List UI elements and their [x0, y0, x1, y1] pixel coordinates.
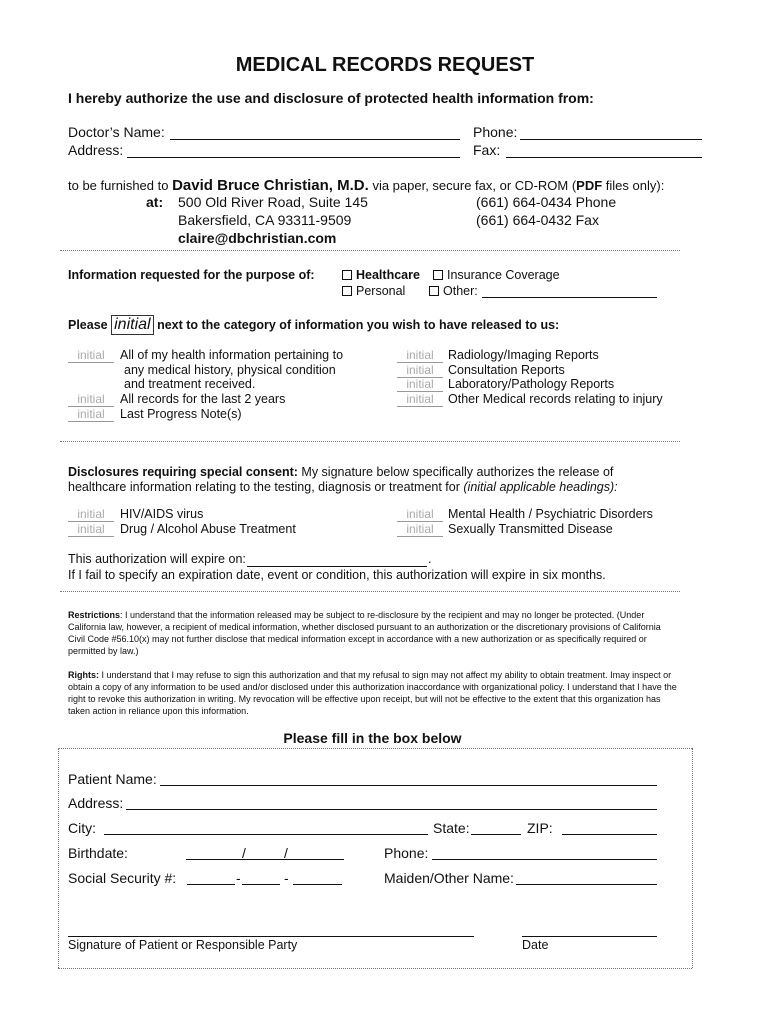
signature-field[interactable]: [68, 936, 474, 937]
special-mental-health: Mental Health / Psychiatric Disorders: [448, 507, 653, 521]
patient-phone-label: Phone:: [384, 845, 429, 861]
initial-instr-please: Please: [68, 318, 108, 332]
patient-zip-field[interactable]: [562, 834, 657, 835]
special-consent-label: Disclosures requiring special consent:: [68, 465, 298, 479]
initial-field-mental-health[interactable]: initial: [397, 507, 443, 522]
box-border-right: [692, 748, 693, 968]
birthdate-slash-2: /: [284, 845, 288, 861]
box-border-bottom: [58, 968, 692, 969]
patient-birthdate-field[interactable]: [186, 859, 344, 860]
patient-state-label: State:: [433, 820, 470, 836]
patient-state-field[interactable]: [471, 834, 521, 835]
initial-field-laboratory[interactable]: initial: [397, 377, 443, 392]
furnish-doctor: David Bruce Christian, M.D.: [172, 177, 369, 194]
furnish-fax: (661) 664-0432 Fax: [476, 212, 599, 228]
doctor-fax-label: Fax:: [473, 142, 501, 158]
furnish-pdf: PDF: [576, 178, 603, 193]
doctors-name-label: Doctor’s Name:: [68, 124, 165, 140]
expire-date-field[interactable]: [247, 566, 427, 567]
patient-address-label: Address:: [68, 795, 124, 811]
purpose-healthcare[interactable]: [342, 268, 420, 282]
purpose-other[interactable]: [429, 284, 478, 298]
box-border-top: [58, 748, 692, 749]
initial-field-all-info[interactable]: initial: [68, 348, 114, 363]
purpose-personal[interactable]: [342, 284, 405, 298]
expire-period: .: [428, 552, 432, 566]
category-consultation: Consultation Reports: [448, 363, 565, 377]
box-title: Please fill in the box below: [283, 730, 462, 746]
ssn-dash-1: -: [236, 870, 241, 886]
special-consent-text-2: healthcare information relating to the testing, diagnosis or treatment for: [68, 480, 460, 494]
category-all-info-2: any medical history, physical condition: [124, 363, 336, 377]
initial-field-hiv[interactable]: initial: [68, 507, 114, 522]
box-border-left: [58, 748, 59, 968]
category-radiology: Radiology/Imaging Reports: [448, 348, 599, 362]
ssn-part-1-field[interactable]: [187, 884, 235, 885]
initial-field-consultation[interactable]: initial: [397, 363, 443, 378]
patient-ssn-label: Social Security #:: [68, 870, 177, 886]
birthdate-slash-1: /: [242, 845, 246, 861]
furnish-phone: (661) 664-0434 Phone: [476, 194, 617, 210]
signature-label: Signature of Patient or Responsible Party: [68, 938, 298, 952]
divider: [60, 250, 680, 251]
initial-field-std[interactable]: initial: [397, 522, 443, 537]
expire-default: If I fail to specify an expiration date, event or condition, this authorization will expire in six months.: [68, 568, 606, 582]
patient-address-field[interactable]: [126, 809, 657, 810]
authorize-line: I hereby authorize the use and disclosure of protected health information from:: [68, 90, 594, 106]
restrictions-text: : I understand that the information released may be subject to re-disclosure by the recipient and may no longer be protected. (Under California law, however, a recipient of medical information, whether disclosed pursuant to an authorization or the discretionary provisions of California Civil Code #56.10(x) may not further disclose that medical information except in accordance with a new authorization or as specifically required or permitted by law.): [68, 610, 661, 656]
furnish-at: at:: [146, 194, 164, 210]
purpose-other-label: Other:: [443, 284, 478, 298]
restrictions-paragraph: [68, 609, 678, 657]
checkbox-icon: [433, 270, 443, 280]
category-all-info-3: and treatment received.: [124, 377, 256, 391]
date-label: Date: [522, 938, 549, 952]
furnish-line: [68, 177, 664, 194]
purpose-insurance[interactable]: [433, 268, 560, 282]
checkbox-icon: [342, 270, 352, 280]
purpose-personal-label: Personal: [356, 284, 406, 298]
furnish-prefix: to be furnished to: [68, 178, 169, 193]
initial-instr-box: initial: [111, 315, 153, 335]
special-drug-alcohol: Drug / Alcohol Abuse Treatment: [120, 522, 296, 536]
purpose-insurance-label: Insurance Coverage: [447, 268, 560, 282]
purpose-label: Information requested for the purpose of:: [68, 268, 315, 282]
purpose-healthcare-label: Healthcare: [356, 268, 420, 282]
page-title: MEDICAL RECORDS REQUEST: [235, 54, 535, 76]
patient-name-label: Patient Name:: [68, 771, 157, 787]
patient-maiden-label: Maiden/Other Name:: [384, 870, 514, 886]
category-progress-notes: Last Progress Note(s): [120, 407, 242, 421]
divider: [60, 441, 680, 442]
category-laboratory: Laboratory/Pathology Reports: [448, 377, 615, 391]
initial-field-other-records[interactable]: initial: [397, 392, 443, 407]
category-last-2-years: All records for the last 2 years: [120, 392, 286, 406]
doctors-name-field[interactable]: [170, 139, 460, 140]
doctor-address-field[interactable]: [127, 157, 460, 158]
restrictions-label: Restrictions: [68, 610, 121, 620]
ssn-part-2-field[interactable]: [242, 884, 280, 885]
category-all-info-1: All of my health information pertaining to: [120, 348, 344, 362]
doctor-phone-field[interactable]: [520, 139, 702, 140]
doctor-address-label: Address:: [68, 142, 124, 158]
special-consent-italic: (initial applicable headings):: [463, 480, 618, 494]
special-consent-line-1: [68, 465, 613, 479]
initial-instruction: [68, 315, 559, 335]
expire-label: This authorization will expire on:: [68, 552, 246, 566]
patient-city-label: City:: [68, 820, 96, 836]
special-hiv: HIV/AIDS virus: [120, 507, 204, 521]
doctor-phone-label: Phone:: [473, 124, 518, 140]
initial-field-progress-notes[interactable]: initial: [68, 407, 114, 422]
initial-instr-rest: next to the category of information you wish to have released to us:: [157, 318, 560, 332]
initial-field-last-2-years[interactable]: initial: [68, 392, 114, 407]
special-std: Sexually Transmitted Disease: [448, 522, 613, 536]
signature-date-field[interactable]: [522, 936, 657, 937]
furnish-email: claire@dbchristian.com: [178, 230, 337, 246]
patient-name-field[interactable]: [160, 785, 657, 786]
rights-text: I understand that I may refuse to sign this authorization and that my refusal to sign may not affect my ability to obtain treatment. Imay inspect or obtain a copy of any information to be used and/or disclosed under this authorization inaccordance with organizational policy. I understand that I have the right to revoke this authorization in writing. My revocation will be effective upon receipt, but will not be effective to the extent that this organization has taken action in reliance upon this information.: [68, 670, 677, 716]
purpose-other-field[interactable]: [482, 297, 657, 298]
furnish-via-a: via paper, secure fax, or CD-ROM (: [372, 178, 577, 193]
patient-birthdate-label: Birthdate:: [68, 845, 128, 861]
doctor-fax-field[interactable]: [506, 157, 702, 158]
rights-paragraph: [68, 669, 678, 717]
patient-zip-label: ZIP:: [527, 820, 553, 836]
patient-phone-field[interactable]: [432, 859, 657, 860]
special-consent-text-1: My signature below specifically authorizes the release of: [301, 465, 614, 479]
furnish-via-b: files only):: [602, 178, 665, 193]
furnish-street: 500 Old River Road, Suite 145: [178, 194, 368, 210]
initial-field-drug-alcohol[interactable]: initial: [68, 522, 114, 537]
initial-field-radiology[interactable]: initial: [397, 348, 443, 363]
furnish-city: Bakersfield, CA 93311-9509: [178, 212, 352, 228]
special-consent-line-2: [68, 480, 618, 494]
rights-label: Rights:: [68, 670, 99, 680]
ssn-dash-2: -: [284, 870, 289, 886]
divider: [60, 591, 680, 592]
patient-maiden-field[interactable]: [516, 884, 657, 885]
checkbox-icon: [429, 286, 439, 296]
checkbox-icon: [342, 286, 352, 296]
category-other-records: Other Medical records relating to injury: [448, 392, 663, 406]
ssn-part-3-field[interactable]: [293, 884, 342, 885]
patient-city-field[interactable]: [104, 834, 428, 835]
